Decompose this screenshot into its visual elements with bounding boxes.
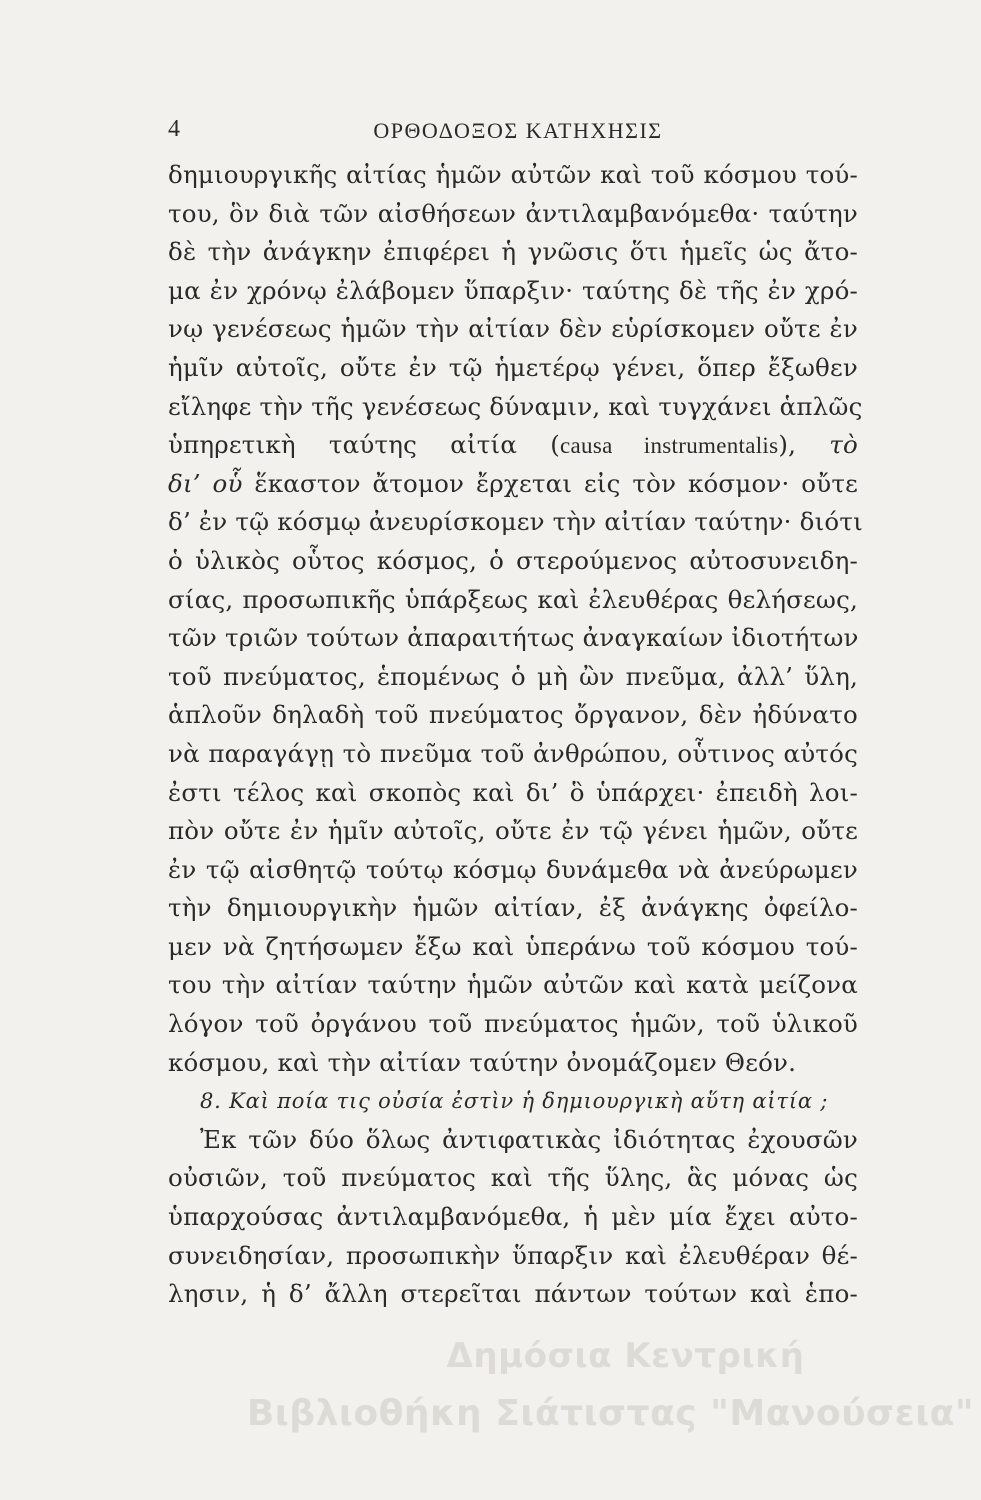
text-line-causa <box>168 426 858 465</box>
text-line: ὑπαρχούσας ἀντιλαμβανόμεθα, ἡ μὲν μία ἔχει αὐτο- <box>168 1202 858 1232</box>
text-line: εἴληφε τὴν τῆς γενέσεως δύναμιν, καὶ τυγχάνει ἁπλῶς <box>168 391 863 421</box>
causa-italic: τὸ <box>829 430 858 460</box>
page-number: 4 <box>168 116 180 142</box>
text-line: ἐστι τέλος καὶ σκοπὸς καὶ δι’ ὃ ὑπάρχει· ἐπειδὴ λοι- <box>168 777 858 807</box>
text-line: ἡμῖν αὐτοῖς, οὔτε ἐν τῷ ἡμετέρῳ γένει, ὅπερ ἔξωθεν <box>168 352 858 382</box>
text-line: συνειδησίαν, προσωπικὴν ὕπαρξιν καὶ ἐλευθέραν θέ- <box>168 1240 858 1270</box>
question-heading: 8. Καὶ ποία τις οὐσία ἐστὶν ἡ δημιουργικὴ αὕτη αἰτία ; <box>200 1089 829 1114</box>
text-line: σίας, προσωπικῆς ὑπάρξεως καὶ ἐλευθέρας θελήσεως, <box>168 584 858 614</box>
text-line: Ἐκ τῶν δύο ὅλως ἀντιφατικὰς ἰδιότητας ἐχουσῶν <box>200 1124 858 1154</box>
text-line: δὲ τὴν ἀνάγκην ἐπιφέρει ἡ γνῶσις ὅτι ἡμεῖς ὡς ἄτο- <box>168 237 858 267</box>
causa-after: ), <box>778 430 797 460</box>
di-ou-rest: ἕκαστον ἄτομον ἔρχεται εἰς τὸν κόσμον· οὔτε <box>254 468 858 498</box>
text-line-paragraph-end: κόσμου, καὶ τὴν αἰτίαν ταύτην ὀνομάζομεν Θεόν. <box>168 1047 797 1077</box>
text-line: τῶν τριῶν τούτων ἀπαραιτήτως ἀναγκαίων ἰδιοτήτων <box>168 623 859 653</box>
text-line: ἁπλοῦν δηλαδὴ τοῦ πνεύματος ὄργανον, δὲν ἠδύνατο <box>168 700 858 730</box>
text-line: του τὴν αἰτίαν ταύτην ἡμῶν αὐτῶν καὶ κατὰ μείζονα <box>168 970 858 1000</box>
text-line: τὴν δημιουργικὴν ἡμῶν αἰτίαν, ἐξ ἀνάγκης ὀφείλο- <box>168 893 858 923</box>
text-line: τοῦ πνεύματος, ἑπομένως ὁ μὴ ὢν πνεῦμα, ἀλλ’ ὕλη, <box>168 661 858 691</box>
text-line: μα ἐν χρόνῳ ἐλάβομεν ὕπαρξιν· ταύτης δὲ τῆς ἐν χρό- <box>168 275 858 305</box>
page-header <box>168 116 848 148</box>
text-line: λησιν, ἡ δ’ ἄλλη στερεῖται πάντων τούτων καὶ ἑπο- <box>168 1279 858 1309</box>
text-line: οὐσιῶν, τοῦ πνεύματος καὶ τῆς ὕλης, ἃς μόνας ὡς <box>168 1163 858 1193</box>
text-line: ἐν τῷ αἰσθητῷ τούτῳ κόσμῳ δυνάμεθα νὰ ἀνεύρωμεν <box>168 854 858 884</box>
text-line: λόγον τοῦ ὀργάνου τοῦ πνεύματος ἡμῶν, τοῦ ὑλικοῦ <box>168 1009 858 1039</box>
text-line: νῳ γενέσεως ἡμῶν τὴν αἰτίαν δὲν εὑρίσκομεν οὔτε ἐν <box>168 314 858 344</box>
latin-term: causa instrumentalis <box>560 433 779 459</box>
di-ou-italic: δι’ οὗ <box>168 468 243 498</box>
library-watermark-line-2: Βιβλιοθήκη Σιάτιστας "Μανούσεια" <box>246 1393 975 1434</box>
running-title: ΟΡΘΟΔΟΞΟΣ ΚΑΤΗΧΗΣΙΣ <box>373 118 663 143</box>
text-line: νὰ παραγάγῃ τὸ πνεῦμα τοῦ ἀνθρώπου, οὗτινος αὐτός <box>168 738 858 768</box>
text-line: μεν νὰ ζητήσωμεν ἔξω καὶ ὑπεράνω τοῦ κόσμου τού- <box>168 931 858 961</box>
text-line: του, ὃν διὰ τῶν αἰσθήσεων ἀντιλαμβανόμεθα· ταύτην <box>168 198 858 228</box>
body-text <box>168 156 863 1314</box>
text-line: πὸν οὔτε ἐν ἡμῖν αὐτοῖς, οὔτε ἐν τῷ γένει ἡμῶν, οὔτε <box>168 816 858 846</box>
library-watermark-line-1: Δημόσια Κεντρική <box>446 1336 805 1376</box>
causa-before: ὑπηρετικὴ ταύτης αἰτία ( <box>168 430 560 460</box>
text-line: ὁ ὑλικὸς οὗτος κόσμος, ὁ στερούμενος αὐτοσυνειδη- <box>168 545 858 575</box>
text-line: δημιουργικῆς αἰτίας ἡμῶν αὐτῶν καὶ τοῦ κόσμου τού- <box>168 160 858 189</box>
text-line: δ’ ἐν τῷ κόσμῳ ἀνευρίσκομεν τὴν αἰτίαν ταύτην· διότι <box>168 507 863 537</box>
text-line-di-ou <box>168 465 858 504</box>
